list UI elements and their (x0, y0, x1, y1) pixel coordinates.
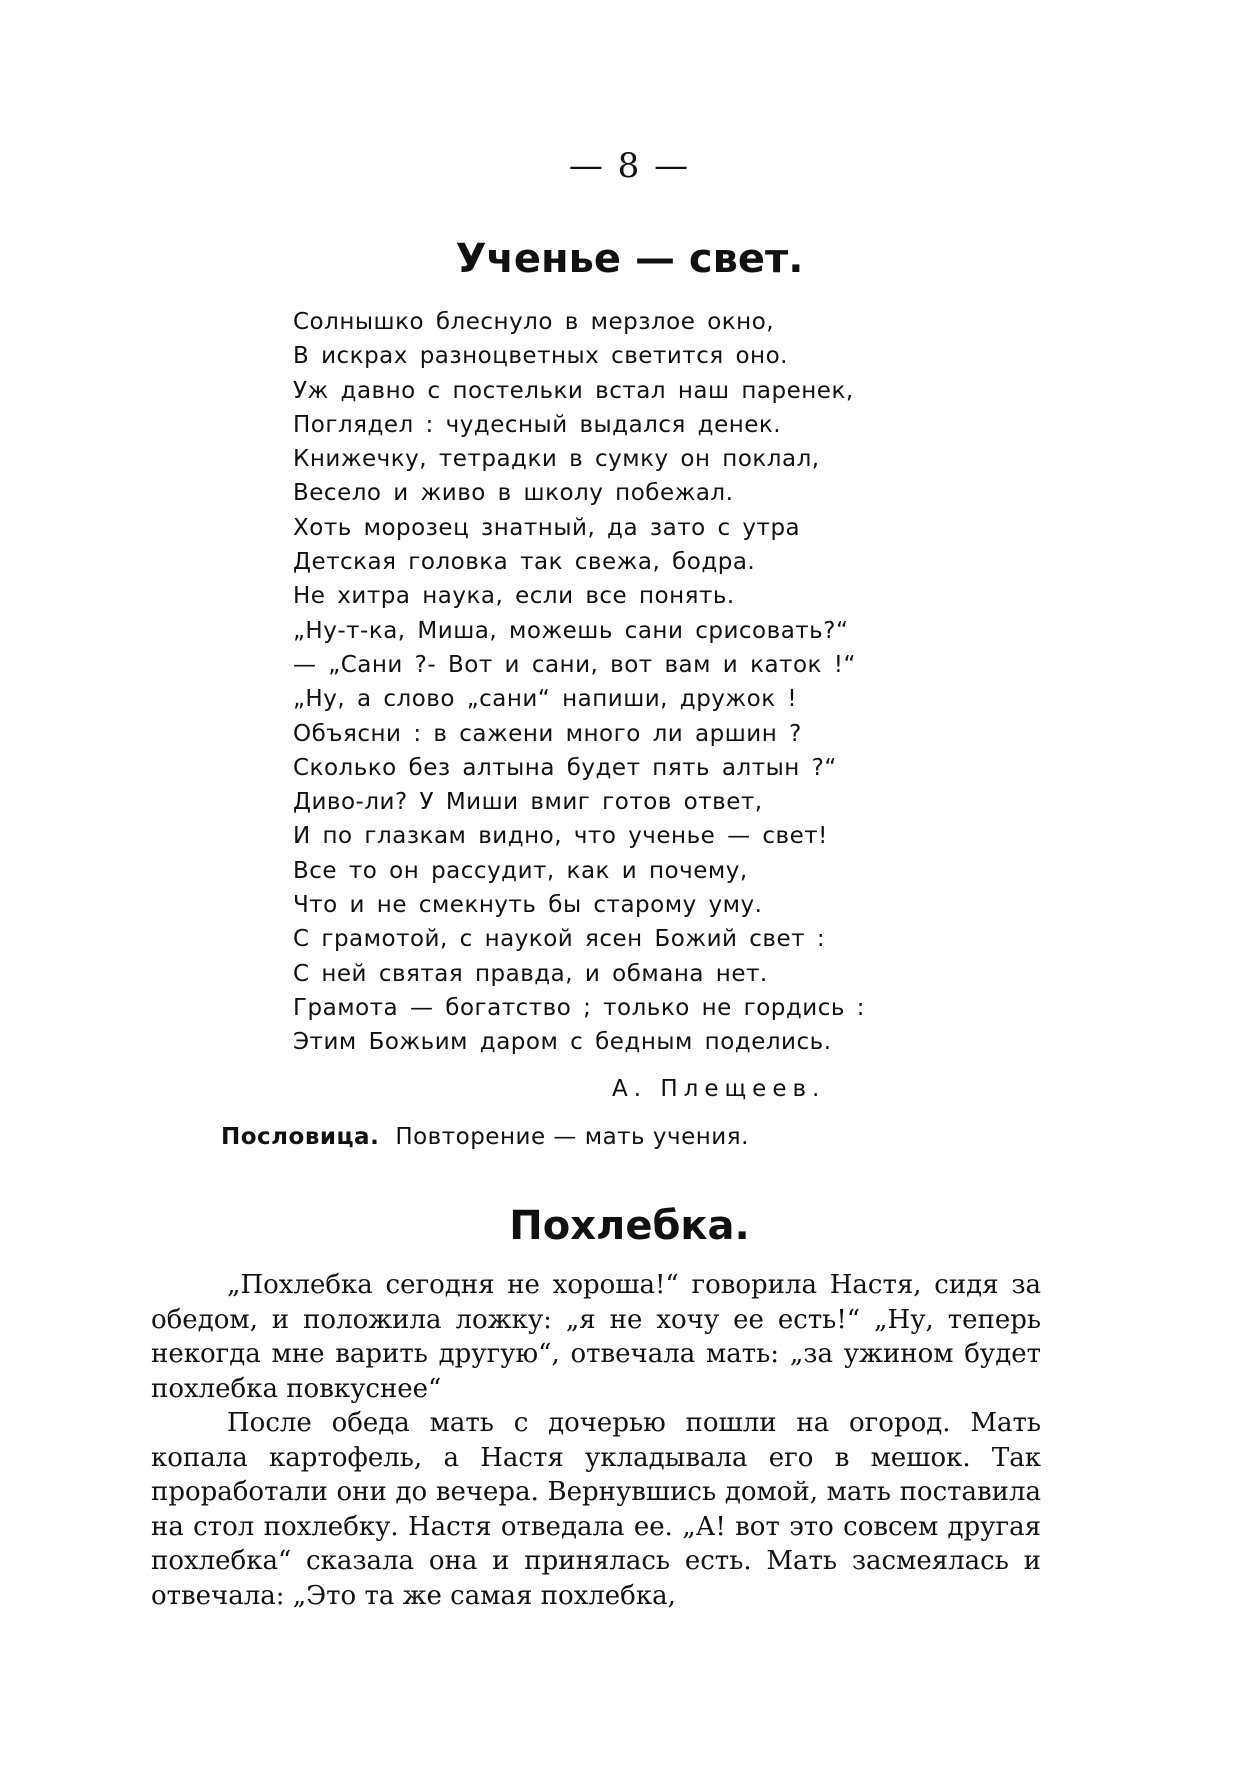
poem-line: Книжечку, тетрадки в сумку он поклал, (293, 446, 820, 473)
story-title: Похлебка. (509, 1203, 750, 1249)
poem-line: В искрах разноцветных светится оно. (293, 343, 788, 370)
poem-line: Сколько без алтына будет пять алтын ?“ (293, 754, 837, 781)
poem-line: „Ну, а слово „сани“ напиши, дружок ! (293, 686, 798, 713)
poem-line: Хоть морозец знатный, да зато с утра (293, 514, 801, 541)
poem-line: С ней святая правда, и обмана нет. (293, 960, 768, 987)
story-body (151, 1268, 1041, 1613)
poem-line: Уж давно с постельки встал наш паренек, (293, 377, 854, 404)
proverb-label: Пословица. (221, 1124, 380, 1150)
poem-line: Грамота — богатство ; только не гордись : (293, 994, 865, 1021)
poem-line: Весело и живо в школу побежал. (293, 480, 734, 507)
poem-line: Объясни : в сажени много ли аршин ? (293, 720, 802, 747)
poem-line: Солнышко блеснуло в мерзлое окно, (293, 309, 775, 335)
poem-line: — „Сани ?- Вот и сани, вот вам и каток !“ (293, 651, 856, 678)
poem-title: Ученье — свет. (455, 236, 804, 282)
poem-line: „Ну-т-ка, Миша, можешь сани срисовать?“ (293, 617, 849, 644)
proverb (221, 1124, 749, 1150)
poem-line: С грамотой, с наукой ясен Божий свет : (293, 926, 826, 953)
poem-line: Детская головка так свежа, бодра. (293, 549, 756, 576)
poem-line: Не хитра наука, если все понять. (293, 583, 735, 610)
poem-author: А. Плещеев. (612, 1076, 826, 1102)
poem-body (293, 305, 1013, 1060)
page-number: — 8 — (568, 146, 691, 186)
poem-line: Этим Божьим даром с бедным поделись. (293, 1029, 832, 1056)
poem-line: Что и не смекнуть бы старому уму. (293, 892, 763, 919)
poem-line: И по глазкам видно, что ученье — свет! (293, 823, 828, 850)
poem-line: Диво-ли? У Миши вмиг готов ответ, (293, 789, 763, 816)
story-paragraph: „Похлебка сегодня не хороша!“ говорила Настя, сидя за обедом, и положила ложку: „я не хочу ее есть!“ „Ну, теперь некогда мне варить другую“, отвечала мать: „за ужином будет похлебка повкуснее“ (151, 1270, 1041, 1404)
proverb-text: Повторение — мать учения. (395, 1124, 749, 1150)
poem-line: Все то он рассудит, как и почему, (293, 857, 748, 884)
poem-line: Поглядел : чудесный выдался денек. (293, 411, 782, 438)
story-paragraph: После обеда мать с дочерью пошли на огород. Мать копала картофель, а Настя укладывала его в мешок. Так проработали они до вечера. Вернувшись домой, мать поставила на стол похлебку. Настя отведала ее. „А! вот это совсем другая похлебка“ сказала она и принялась есть. Мать засмеялась и отвечала: „Это та же самая похлебка, (151, 1408, 1041, 1611)
